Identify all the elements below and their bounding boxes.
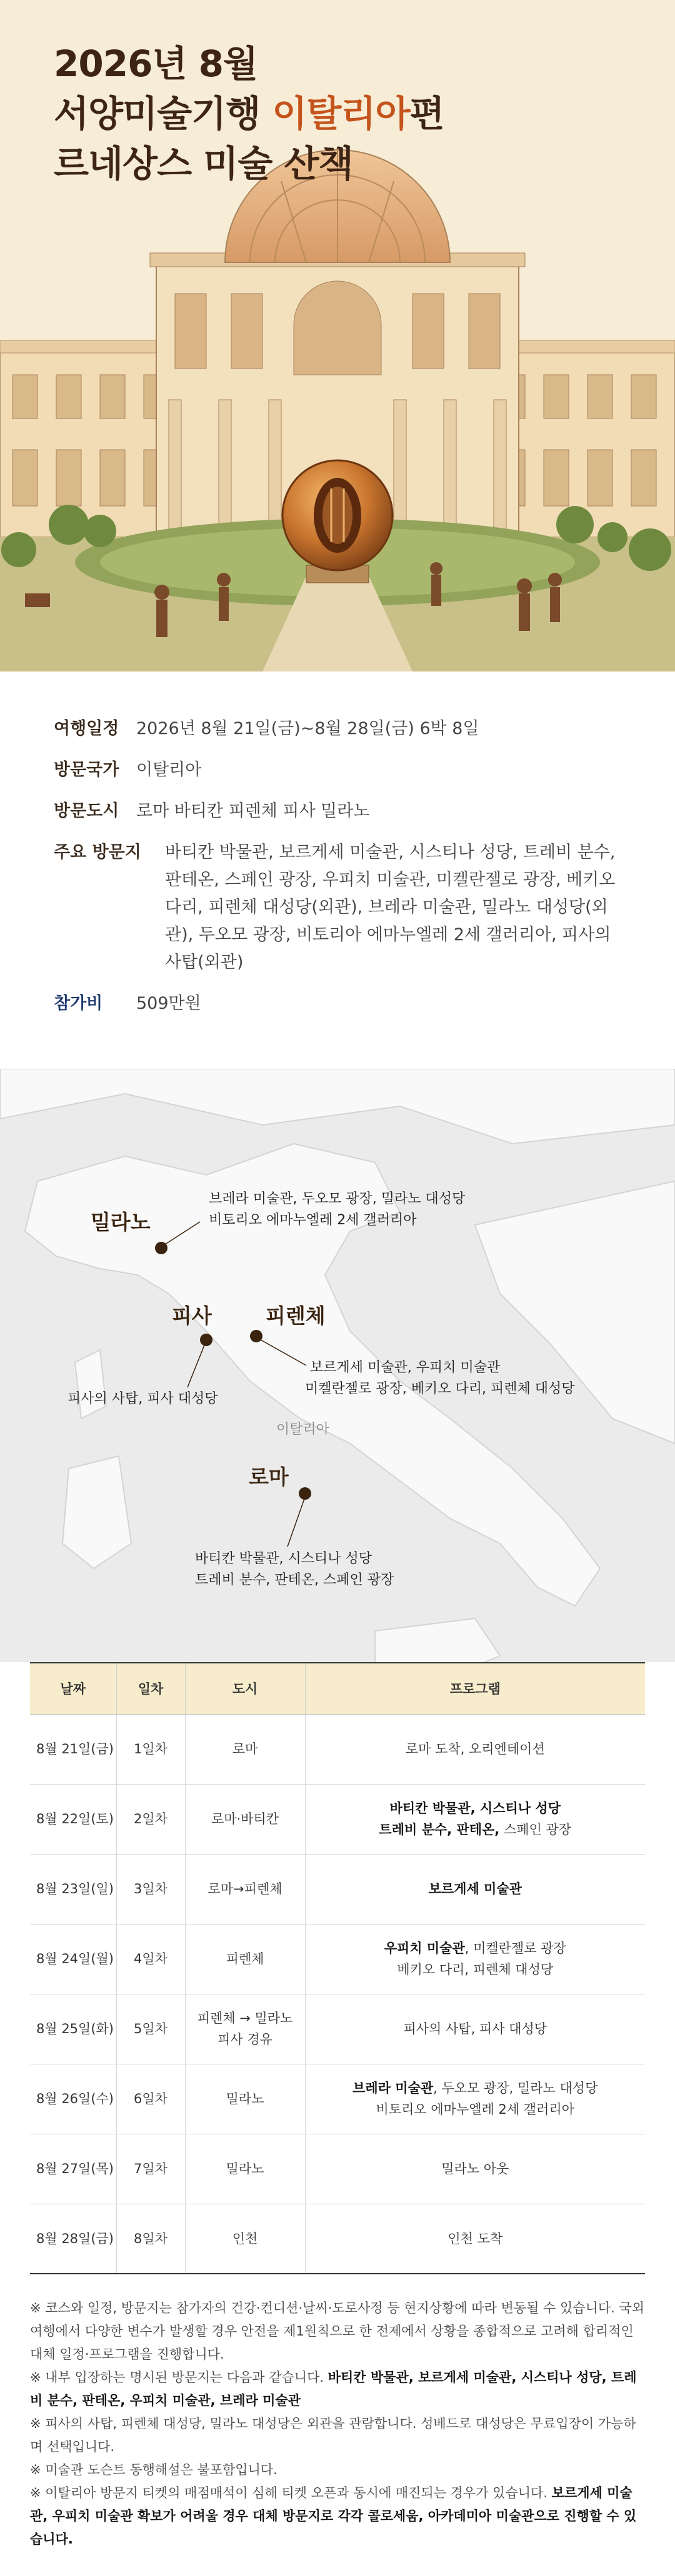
cell-day: 5일차 [116,1994,185,2064]
table-row [30,1784,645,1854]
cell-day: 1일차 [116,1714,185,1784]
info-label: 방문국가 [54,760,119,780]
city-desc-pisa [68,1389,218,1410]
program-text: 밀라노 아웃 [441,2161,509,2176]
info-label: 참가비 [54,994,103,1013]
info-row-sights [54,839,621,976]
program-text: 스페인 광장 [499,1822,572,1837]
cell-city [185,1994,305,2064]
cell-day: 8일차 [116,2204,185,2274]
cell-program [305,1784,645,1854]
city-desc-line: 미켈란젤로 광장, 베키오 다리, 피렌체 대성당 [305,1381,575,1397]
city-desc-line: 보르게세 미술관, 우피치 미술관 [310,1360,501,1375]
city-dot-pisa [200,1334,212,1346]
cell-date: 8월 22일(토) [30,1784,116,1854]
city-label-milan: 밀라노 [91,1210,151,1234]
cell-program [305,2204,645,2274]
info-label: 여행일정 [54,719,119,738]
program-text: 베키오 다리, 피렌체 대성당 [397,1962,554,1977]
info-value: 로마 바티칸 피렌체 피사 밀라노 [136,801,370,821]
program-text-bold: 우피치 미술관 [384,1941,465,1956]
cell-date: 8월 27일(목) [30,2134,116,2204]
note [30,2482,645,2551]
city-desc-line: 트레비 분수, 판테온, 스페인 광장 [195,1572,394,1588]
program-text: 비토리오 에마누엘레 2세 갤러리아 [376,2102,574,2117]
cell-date: 8월 23일(일) [30,1854,116,1924]
info-row-cities [54,798,621,825]
program-text: , 두오모 광장, 밀라노 대성당 [433,2081,598,2096]
city-desc-milan [209,1189,465,1231]
program-text-bold: 보르게세 미술관 [428,1881,522,1896]
city-dot-florence [250,1330,262,1342]
city-desc-florence [305,1357,575,1400]
info-row-country [54,756,621,784]
cell-date: 8월 26일(수) [30,2064,116,2134]
table-row [30,2204,645,2274]
hero-title-line1: 2026년 8월 [54,42,258,85]
city-text: 피사 경유 [218,2032,272,2047]
program-text: 인천 도착 [448,2231,503,2246]
cell-date: 8월 24일(월) [30,1924,116,1994]
note: ※ 미술관 도슨트 동행해설은 불포함입니다. [30,2462,278,2477]
hero-title-line2-pre: 서양미술기행 [54,92,272,135]
header-date: 날짜 [30,1663,116,1714]
program-text: 로마 도착, 오리엔테이션 [405,1741,545,1756]
cell-program [305,1854,645,1924]
table-row [30,2134,645,2204]
header-city: 도시 [185,1663,305,1714]
city-desc-line: 비토리오 에마누엘레 2세 갤러리아 [209,1212,417,1228]
program-text-bold: 바티칸 박물관, 시스티나 성당 [389,1801,561,1816]
country-label: 이탈리아 [276,1422,330,1437]
cell-day: 2일차 [116,1784,185,1854]
cell-program [305,2064,645,2134]
program-text: , 미켈란젤로 광장 [464,1941,566,1956]
cell-program [305,1994,645,2064]
city-desc-line: 피사의 사탑, 피사 대성당 [68,1391,218,1407]
note-text: ※ 이탈리아 방문지 티켓의 매점매석이 심해 티켓 오픈과 동시에 매진되는 경우가 있습니다. [30,2485,552,2500]
cell-date: 8월 25일(화) [30,1994,116,2064]
cell-program [305,1924,645,1994]
cell-city: 피렌체 [185,1924,305,1994]
cell-program [305,2134,645,2204]
city-desc-rome [195,1548,394,1591]
city-desc-line: 브레라 미술관, 두오모 광장, 밀라노 대성당 [209,1191,466,1207]
program-text: 피사의 사탑, 피사 대성당 [403,2021,548,2036]
header-program: 프로그램 [305,1663,645,1714]
table-row [30,1714,645,1784]
city-desc-line: 바티칸 박물관, 시스티나 성당 [195,1551,372,1567]
trip-info [0,671,675,1069]
note [30,2366,645,2412]
info-value: 2026년 8월 21일(금)~8월 28일(금) 6박 8일 [136,719,479,738]
cell-day: 4일차 [116,1924,185,1994]
info-value: 바티칸 박물관, 보르게세 미술관, 시스티나 성당, 트레비 분수, 판테온, 스페인 광장, 우피치 미술관, 미켈란젤로 광장, 베키오 다리, 피렌체 대성당(외관), 브레라 미술관, 밀라노 대성당(외관), 두오모 광장, 비토리아 에마누엘레 2세 갤러리아, 피사의 사탑(외관) [165,843,616,972]
program-text-bold: 트레비 분수, 판테온, [379,1822,500,1837]
hero-title-line3: 르네상스 미술 산책 [54,142,353,185]
city-label-pisa: 피사 [172,1304,212,1328]
note: ※ 피사의 사탑, 피렌체 대성당, 밀라노 대성당은 외관을 관람합니다. 성베드로 대성당은 무료입장이 가능하며 선택입니다. [30,2416,636,2454]
cell-city: 밀라노 [185,2064,305,2134]
city-dot-milan [155,1242,168,1254]
info-row-schedule [54,715,621,743]
table-row [30,1854,645,1924]
info-value: 이탈리아 [136,760,202,780]
header-day: 일차 [116,1663,185,1714]
note-text-bold: 바티칸 박물관, 보르게세 미술관, 시스티나 성당, 트레비 분수, 판테온, 우피치 미술관, 브레라 미술관 [30,2370,637,2408]
cell-program [305,1714,645,1784]
cell-day: 3일차 [116,1854,185,1924]
info-row-fee [54,990,621,1018]
note-text-bold: 보르게세 미술관, 우피치 미술관 확보가 어려울 경우 대체 방문지로 각각 콜로세움, 아카데미아 미술관으로 진행할 수 있습니다. [30,2485,637,2547]
schedule-table [30,1662,645,2274]
table-row [30,2064,645,2134]
italy-map [0,1069,675,1693]
hero-title-line2 [54,89,444,139]
note-text: ※ 내부 입장하는 명시된 방문지는 다음과 같습니다. [30,2370,328,2385]
table-row [30,1924,645,1994]
cell-city: 로마·바티칸 [185,1784,305,1854]
info-label: 주요 방문지 [54,843,141,862]
cell-city: 인천 [185,2204,305,2274]
program-text-bold: 브레라 미술관 [352,2081,434,2096]
cell-date: 8월 28일(금) [30,2204,116,2274]
note: ※ 코스와 일정, 방문지는 참가자의 건강·컨디션·날씨·도로사정 등 현지상황에 따라 변동될 수 있습니다. 국외여행에서 다양한 변수가 발생할 경우 안전을 제1원칙으로 한 전제에서 상황을 종합적으로 고려해 합리적인 대체 일정·프로그램을 진행합니다. [30,2301,645,2362]
schedule-section [0,1662,675,2274]
hero-title-line2-post: 편 [409,92,444,135]
cell-day: 6일차 [116,2064,185,2134]
cell-city: 로마→피렌체 [185,1854,305,1924]
cell-day: 7일차 [116,2134,185,2204]
table-row [30,1994,645,2064]
info-label: 방문도시 [54,801,119,821]
info-value: 509만원 [136,994,201,1013]
hero-title [54,39,444,189]
city-label-rome: 로마 [249,1465,289,1489]
cell-city: 로마 [185,1714,305,1784]
hero-title-accent: 이탈리아 [272,92,410,135]
city-text: 피렌체 → 밀라노 [197,2011,293,2026]
cell-city: 밀라노 [185,2134,305,2204]
city-dot-rome [299,1487,311,1500]
cell-date: 8월 21일(금) [30,1714,116,1784]
table-header-row [30,1663,645,1714]
city-label-florence: 피렌체 [266,1304,326,1328]
hero-banner [0,0,675,671]
notes-section [0,2274,675,2576]
